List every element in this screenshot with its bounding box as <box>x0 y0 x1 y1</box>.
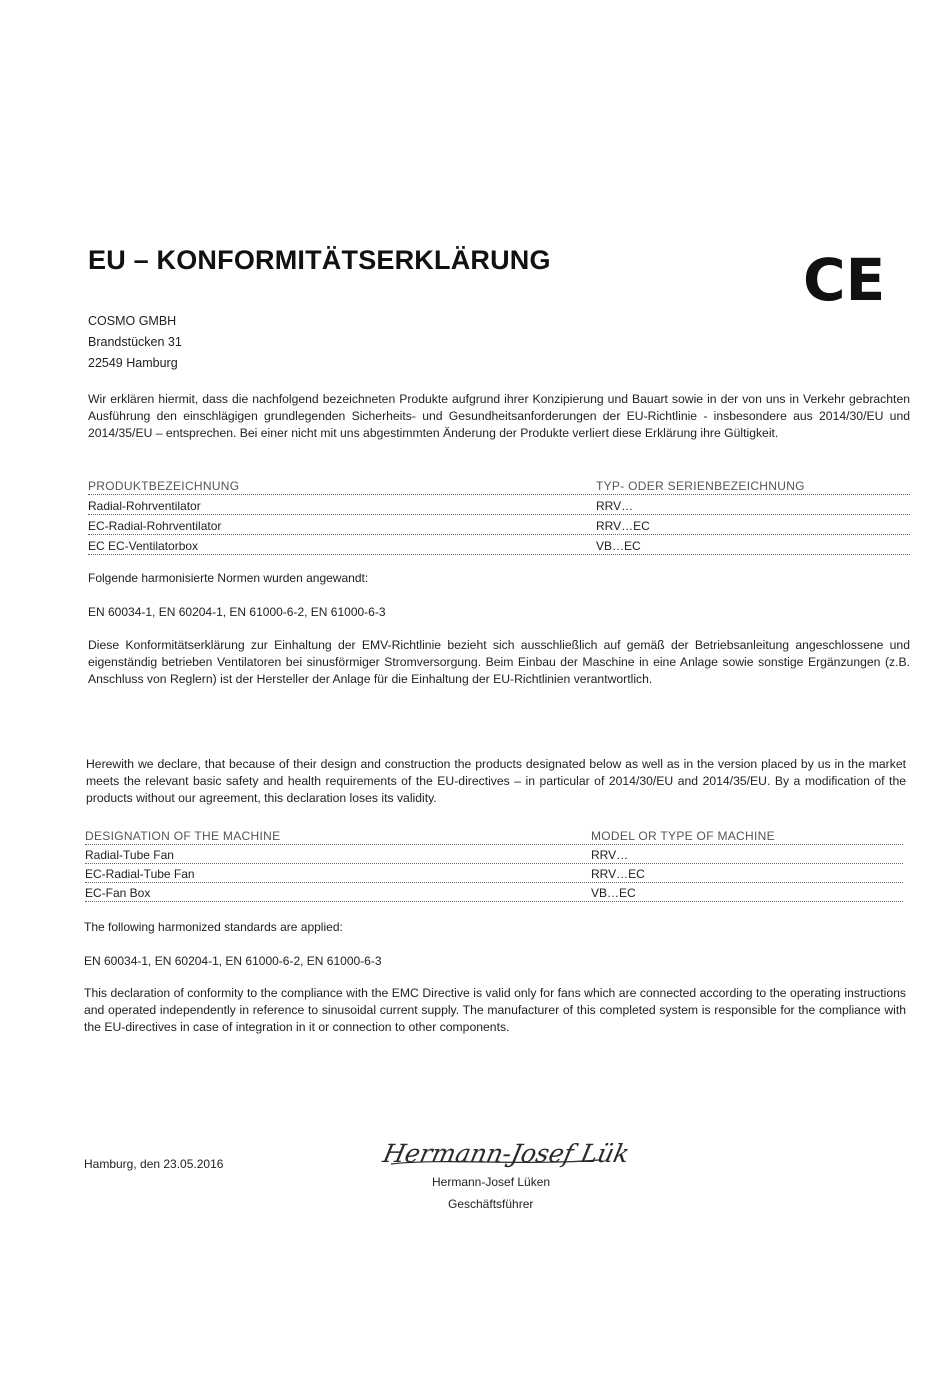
company-name: COSMO GMBH <box>88 314 177 328</box>
table-row <box>88 496 910 515</box>
table-cell-type: VB…EC <box>591 886 636 900</box>
signature-text: Hermann-Josef Lük <box>380 1139 633 1168</box>
table-cell-type: RRV… <box>591 848 629 862</box>
table-row <box>85 864 903 883</box>
table-cell-product: Radial-Tube Fan <box>85 848 174 862</box>
table-cell-type: VB…EC <box>596 539 641 553</box>
en-note-paragraph: This declaration of conformity to the compliance with the EMC Directive is valid only for fans which are connected according to the operating instructions and operated independently in reference to sinusoidal current supply. The manufacturer of this completed system is responsible for the compliance with the EU-directives in case of integration in it or connection to other components. <box>84 986 906 1034</box>
signature <box>380 1128 633 1174</box>
signer-name: Hermann-Josef Lüken <box>432 1175 551 1189</box>
en-product-table <box>85 826 903 904</box>
table-cell-product: EC-Fan Box <box>85 886 151 900</box>
en-intro-paragraph: Herewith we declare, that because of their design and construction the products designated below as well as in the version placed by us in the market meets the relevant basic safety and health requirements of the EU-directives – in particular of 2014/30/EU and 2014/35/EU. By a modification of the products without our agreement, this declaration loses its validity. <box>86 757 906 805</box>
company-street: Brandstücken 31 <box>88 335 182 349</box>
table-row <box>88 536 910 555</box>
de-intro-paragraph: Wir erklären hiermit, dass die nachfolgend bezeichneten Produkte aufgrund ihrer Konzipierung und Bauart sowie in der von uns in Verkehr gebrachten Ausführung den einschlägigen grundlegenden Sicherheits- und Gesundheitsanforderungen der EU-Richtlinie - insbesondere aus 2014/30/EU und 2014/35/EU – entsprechen. Bei einer nicht mit uns abgestimmten Änderung der Produkte verliert diese Erklärung ihre Gültigkeit. <box>88 392 910 440</box>
de-standards-intro: Folgende harmonisierte Normen wurden angewandt: <box>88 571 369 585</box>
signer-title: Geschäftsführer <box>448 1197 534 1211</box>
table-cell-product: EC-Radial-Tube Fan <box>85 867 195 881</box>
table-header-row <box>85 826 903 845</box>
table-header-designation: PRODUKTBEZEICHNUNG <box>88 479 240 493</box>
table-header-row <box>88 476 910 495</box>
table-cell-product: EC EC-Ventilatorbox <box>88 539 199 553</box>
table-cell-type: RRV…EC <box>591 867 645 881</box>
en-standards-intro: The following harmonized standards are applied: <box>84 920 343 934</box>
table-header-type: MODEL OR TYPE OF MACHINE <box>591 829 775 843</box>
de-standards-list: EN 60034-1, EN 60204-1, EN 61000-6-2, EN 61000-6-3 <box>88 605 386 619</box>
table-header-designation: DESIGNATION OF THE MACHINE <box>85 829 281 843</box>
de-product-table <box>88 476 910 554</box>
company-city: 22549 Hamburg <box>88 356 178 370</box>
ce-mark-icon <box>803 246 886 314</box>
table-cell-product: EC-Radial-Rohrventilator <box>88 519 222 533</box>
table-cell-product: Radial-Rohrventilator <box>88 499 201 513</box>
de-note-paragraph: Diese Konformitätserklärung zur Einhaltung der EMV-Richtlinie bezieht sich ausschließlich auf gemäß der Betriebsanleitung angeschlossene und eigenständig betrieben Ventilatoren bei sinusförmiger Stromversorgung. Beim Einbau der Maschine in eine Anlage sowie sonstige Ergänzungen (z.B. Anschluss von Reglern) ist der Hersteller der Anlage für die Einhaltung der EU-Richtlinien verantwortlich. <box>88 638 910 686</box>
en-standards-list: EN 60034-1, EN 60204-1, EN 61000-6-2, EN 61000-6-3 <box>84 954 382 968</box>
page-title: EU – KONFORMITÄTSERKLÄRUNG <box>88 245 551 275</box>
table-header-type: TYP- ODER SERIENBEZEICHNUNG <box>596 479 805 493</box>
table-row <box>88 516 910 535</box>
table-cell-type: RRV… <box>596 499 634 513</box>
place-date: Hamburg, den 23.05.2016 <box>84 1157 224 1171</box>
table-row <box>85 883 903 902</box>
ce-mark-text: CE <box>803 246 886 314</box>
table-row <box>85 845 903 864</box>
table-cell-type: RRV…EC <box>596 519 650 533</box>
